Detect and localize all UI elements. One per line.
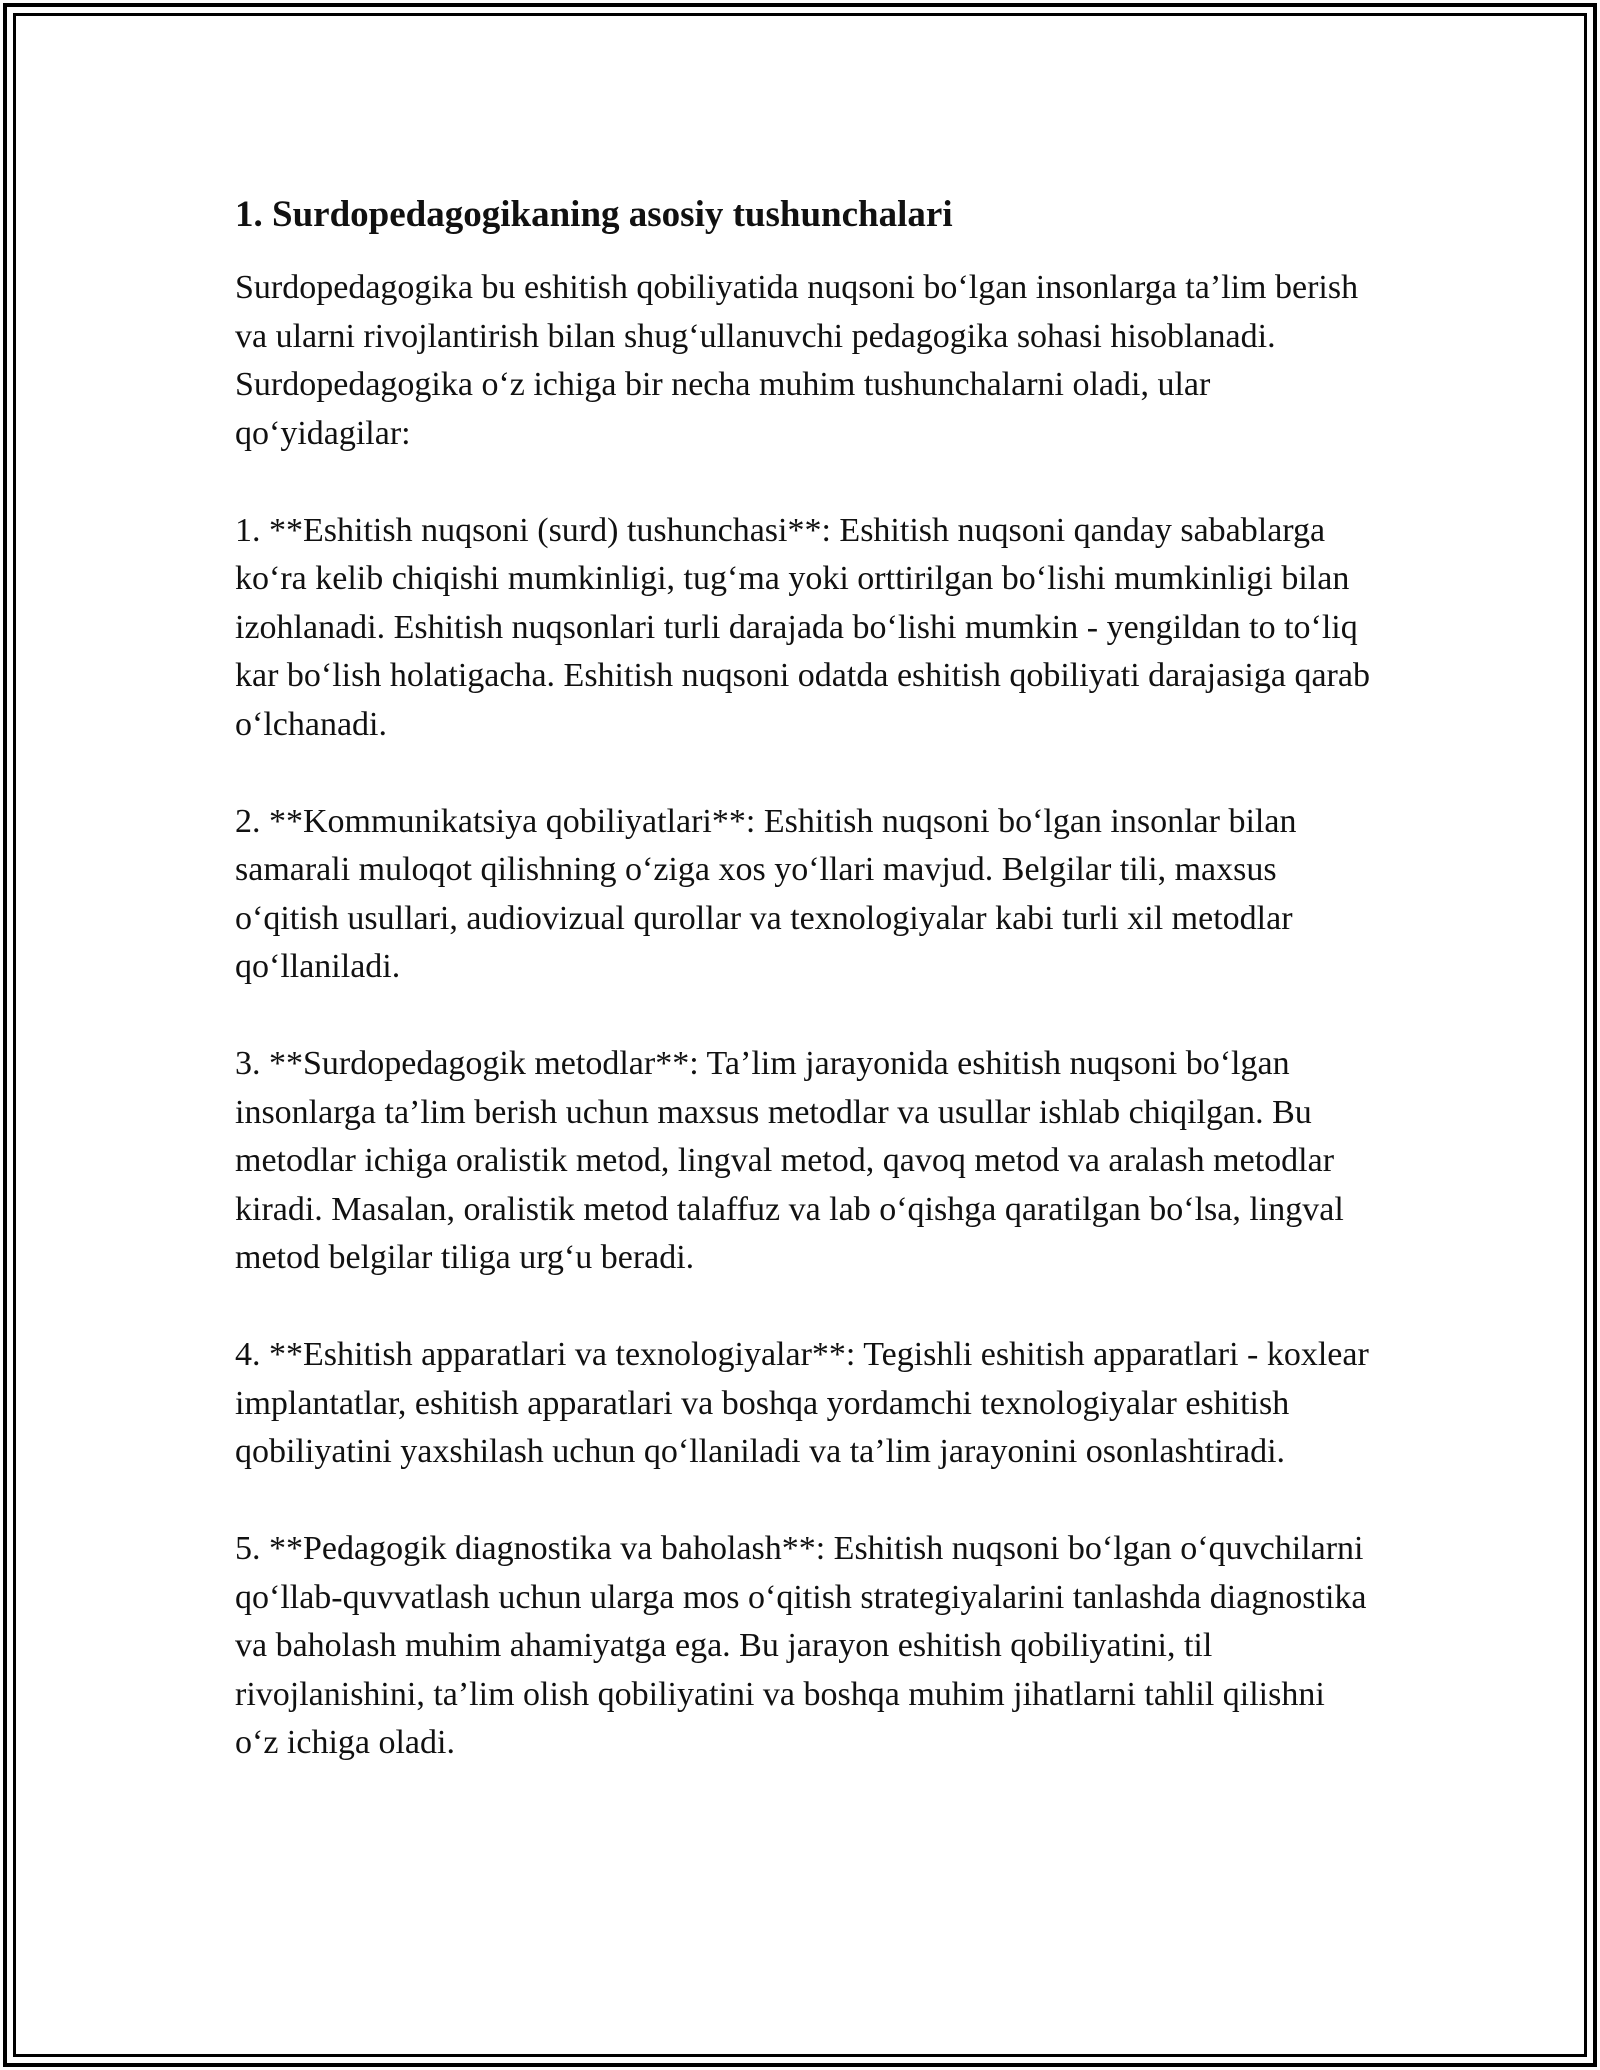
paragraph-spacer	[235, 458, 1370, 507]
list-item-diagnostics: 5. **Pedagogik diagnostika va baholash**: Eshitish nuqsoni boʻlgan oʻquvchilarni qoʻllab-quvvatlash uchun ularga mos oʻqitish strategiyalarini tanlashda diagnostika va baholash muhim ahamiyatga ega. Bu jarayon eshitish qobiliyatini, til rivojlanishini, ta’lim olish qobiliyatini va boshqa muhim jihatlarni tahlil qilishni oʻz ichiga oladi.	[235, 1530, 1367, 1761]
list-item-hearing-devices: 4. **Eshitish apparatlari va texnologiyalar**: Tegishli eshitish apparatlari - koxlear implantatlar, eshitish apparatlari va boshqa yordamchi texnologiyalar eshitish qobiliyatini yaxshilash uchun qoʻllaniladi va ta’lim jarayonini osonlashtiradi.	[235, 1336, 1369, 1470]
document-body	[235, 188, 1370, 1768]
paragraph-spacer	[235, 1477, 1370, 1526]
paragraph-spacer	[235, 1283, 1370, 1332]
section-heading: 1. Surdopedagogikaning asosiy tushunchalari	[235, 194, 953, 235]
list-item-hearing-impairment: 1. **Eshitish nuqsoni (surd) tushunchasi**: Eshitish nuqsoni qanday sabablarga koʻra kelib chiqishi mumkinligi, tugʻma yoki orttirilgan boʻlishi mumkinligi bilan izohlanadi. Eshitish nuqsonlari turli darajada boʻlishi mumkin - yengildan to toʻliq kar boʻlish holatigacha. Eshitish nuqsoni odatda eshitish qobiliyati darajasiga qarab oʻlchanadi.	[235, 511, 1370, 743]
paragraph-spacer	[235, 992, 1370, 1041]
intro-paragraph: Surdopedagogika bu eshitish qobiliyatida nuqsoni boʻlgan insonlarga ta’lim berish va ularni rivojlantirish bilan shugʻullanuvchi pedagogika sohasi hisoblanadi. Surdopedagogika oʻz ichiga bir necha muhim tushunchalarni oladi, ular qoʻyidagilar:	[235, 269, 1359, 452]
paragraph-spacer	[235, 749, 1370, 798]
list-item-methods: 3. **Surdopedagogik metodlar**: Ta’lim jarayonida eshitish nuqsoni boʻlgan insonlarga ta’lim berish uchun maxsus metodlar va usullar ishlab chiqilgan. Bu metodlar ichiga oralistik metod, lingval metod, qavoq metod va aralash metodlar kiradi. Masalan, oralistik metod talaffuz va lab oʻqishga qaratilgan boʻlsa, lingval metod belgilar tiliga urgʻu beradi.	[235, 1045, 1344, 1276]
list-item-communication: 2. **Kommunikatsiya qobiliyatlari**: Eshitish nuqsoni boʻlgan insonlar bilan samarali muloqot qilishning oʻziga xos yoʻllari mavjud. Belgilar tili, maxsus oʻqitish usullari, audiovizual qurollar va texnologiyalar kabi turli xil metodlar qoʻllaniladi.	[235, 802, 1297, 985]
